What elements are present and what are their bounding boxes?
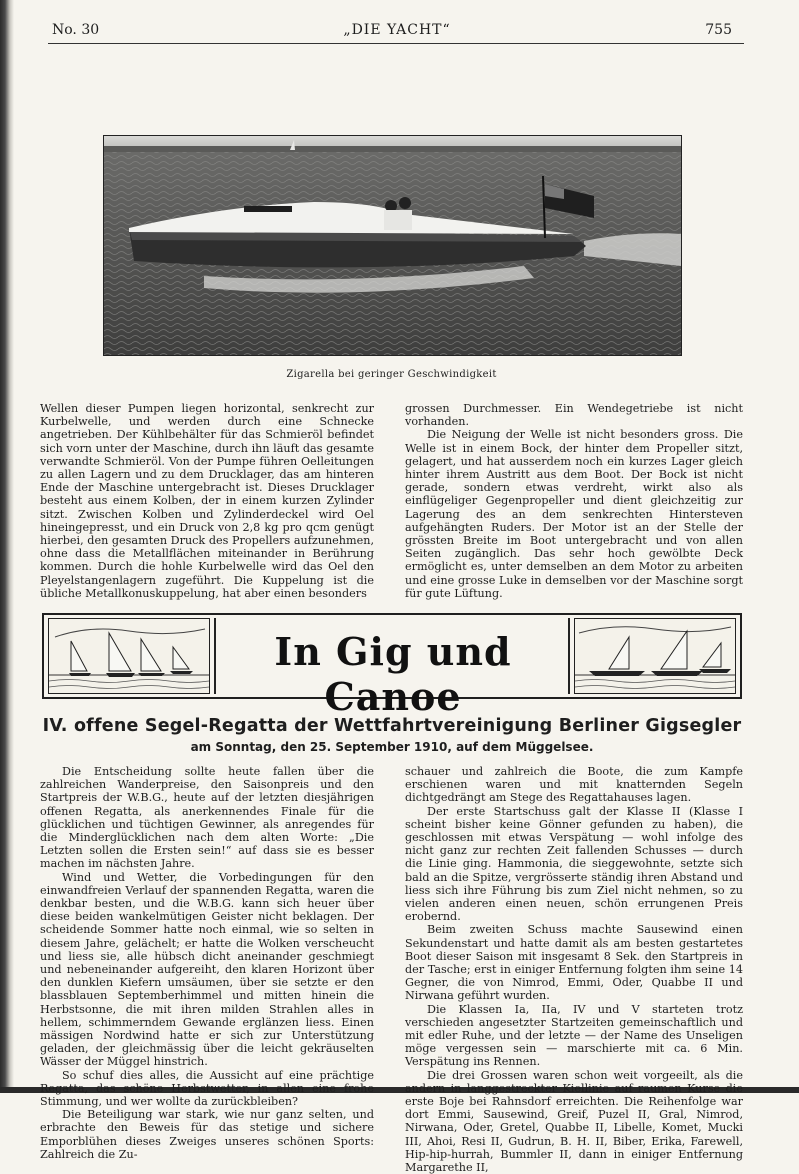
paragraph: schauer und zahlreich die Boote, die zum Kampfe erschienen waren und mit knatternden Segeln dichtgedrängt am Stege des Regattahauses lagen. [405,765,743,805]
sailboats-vignette-left [48,618,210,694]
paragraph: Die Neigung der Welle ist nicht besonders gross. Die Welle ist in einem Bock, der hinter dem Propeller sitzt, gelagert, und hat ausserdem noch ein kurzes Lager gleich hinter ihrem Austritt aus dem Boot. Der Bock ist nicht gerade, sondern etwas verdreht, wirkt also als einflügeliger Gegenpropeller und dient gleichzeitig zur Lagerung des an dem senkrechten Hintersteven aufgehängten Ruders. Der Motor ist an der Stelle der grössten Breite im Boot untergebracht und von allen Seiten zugänglich. Das sehr hoch gewölbte Deck ermöglicht es, unter demselben an dem Motor zu arbeiten und eine grosse Luke in demselben vor der Maschine sorgt für gute Lüftung. [405,428,743,600]
paragraph: Die drei Grossen waren schon weit vorgeeilt, als die andern in langgestreckter Kiellinie auf raumen Kurse die erste Boje bei Rahnsdorf erreichten. Die Reihenfolge war dort Emmi, Sausewind, Greif, Puzel II, Gral, Nimrod, Nirwana, Oder, Gretel, Quabbe II, Libelle, Komet, Mucki III, Ahoi, Resi II, Gudrun, B. H. II, Biber, Erika, Farewell, Hip-hip-hurrah, Bummler II, dann in einiger Entfernung Margarethe II, [405,1068,743,1174]
running-header [52,20,742,42]
article-headline: IV. offene Segel-Regatta der Wettfahrtvereinigung Berliner Gigsegler [42,716,742,736]
paragraph: Wellen dieser Pumpen liegen horizontal, senkrecht zur Kurbelwelle, und werden durch eine Schnecke angetrieben. Der Kühlbehälter für das Schmieröl befindet sich vorn unter der Maschine, durch ihn läuft das gesamte verwandte Schmieröl. Von der Pumpe führen Oelleitungen zu allen Lagern und zu dem Drucklager, das am hinteren Ende der Maschine untergebracht ist. Dieses Drucklager besteht aus einem Kolben, der in einem kurzen Zylinder sitzt. Zwischen Kolben und Zylinderdeckel wird Oel hineingepresst, und ein Druck von 2,8 kg pro qcm genügt hierbei, den gesamten Druck des Propellers aufzunehmen, ohne dass die Metallflächen miteinander in Berührung kommen. Durch die hohle Kurbelwelle wird das Oel den Pleyelstangenlagern zugeführt. Die Kuppelung ist die übliche Metallkonuskuppelung, hat aber einen besonders [40,402,374,600]
paragraph: Beim zweiten Schuss machte Sausewind einen Sekundenstart und hatte damit als am besten gestartetes Boot dieser Saison mit insgesamt 8 Sek. den Startpreis in der Tasche; erst in einiger Entfernung folgten ihm seine 14 Gegner, die von Nimrod, Emmi, Oder, Quabbe II und Nirwana geführt wurden. [405,923,743,1003]
header-rule [48,43,744,44]
section-title: In Gig und Canoe [274,629,512,719]
motorboat-illustration [104,136,681,355]
boat-photo [103,135,682,356]
top-right-column [405,402,743,600]
article-right-column [405,765,743,1174]
article-left-column [40,765,374,1161]
article-subheadline: am Sonntag, den 25. September 1910, auf dem Müggelsee. [190,740,594,754]
photo-caption: Zigarella bei geringer Geschwindigkeit [286,369,497,380]
issue-number: No. 30 [52,22,100,38]
page-binding-edge [0,0,14,1093]
page-number: 755 [705,22,732,38]
paragraph: Wind und Wetter, die Vorbedingungen für den einwandfreien Verlauf der spannenden Regatta, waren die denkbar besten, und die W.B.G. kann sich heuer über diese beiden wankelmütigen Geister nicht beklagen. Der scheidende Sommer hatte noch einmal, wie so selten in diesem Jahre, gelächelt; er hatte die Wolken verscheucht und liess sie, alle hübsch dicht aneinander geschmiegt und nebeneinander aufgereiht, den klaren Horizont über den dunklen Kiefern umsäumen, über sie setzte er den blassblauen Septemberhimmel und mitten hinein die Herbstsonne, die mit ihren milden Strahlen alles in hellem, schimmerndem Gewande erglänzen liess. Einen mässigen Nordwind hatte er sich zur Unterstützung geladen, der gleichmässig über die leicht gekräuselten Wässer der Müggel hinstrich. [40,870,374,1069]
paragraph: grossen Durchmesser. Ein Wendegetriebe ist nicht vorhanden. [405,402,743,429]
journal-title: „DIE YACHT“ [343,22,451,38]
paragraph: So schuf dies alles, die Aussicht auf eine prächtige Regatta, das schöne Herbstwetter, in allen eine frohe Stimmung, und wer wollte da zurückbleiben? [40,1068,374,1109]
top-left-column [40,402,374,600]
paragraph: Der erste Startschuss galt der Klasse II (Klasse I scheint bisher keine Gönner gefunden zu haben), die geschlossen mit etwas Verspätung — wohl infolge des nicht ganz zur rechten Zeit fallenden Schusses — durch die Linie ging. Hammonia, die sieggewohnte, setzte sich bald an die Spitze, vergrösserte ständig ihren Abstand und liess sich ihre Führung bis zum Ziel nicht nehmen, so zu vielen anderen einen neuen, schön errungenen Preis erobernd. [405,804,743,924]
banner-divider-right [568,618,570,694]
paragraph: Die Entscheidung sollte heute fallen über die zahlreichen Wanderpreise, den Saisonpreis und den Startpreis der W.B.G., heute auf der letzten diesjährigen offenen Regatta, als anerkennendes Finale für die glücklichen und tüchtigen Gewinner, als anregendes für die Minderglücklichen nach dem alten Worte: „Die Letzten sollen die Ersten sein!“ auf dass sie es besser machen im nächsten Jahre. [40,765,374,871]
banner-divider-left [214,618,216,694]
paragraph: Die Klassen Ia, IIa, IV und V starteten trotz verschieden angesetzter Startzeiten gemeinschaftlich und mit edler Ruhe, und der letzte — der Name des Unseligen möge vergessen sein — marschierte mit ca. 6 Min. Verspätung ins Rennen. [405,1002,743,1069]
section-banner [42,613,742,719]
paragraph: Die Beteiligung war stark, wie nur ganz selten, und erbrachte den Beweis für das stetige und sichere Emporblühen dieses Zweiges unseres schönen Sports: Zahlreich die Zu- [40,1108,374,1161]
sailboats-vignette-right [574,618,736,694]
